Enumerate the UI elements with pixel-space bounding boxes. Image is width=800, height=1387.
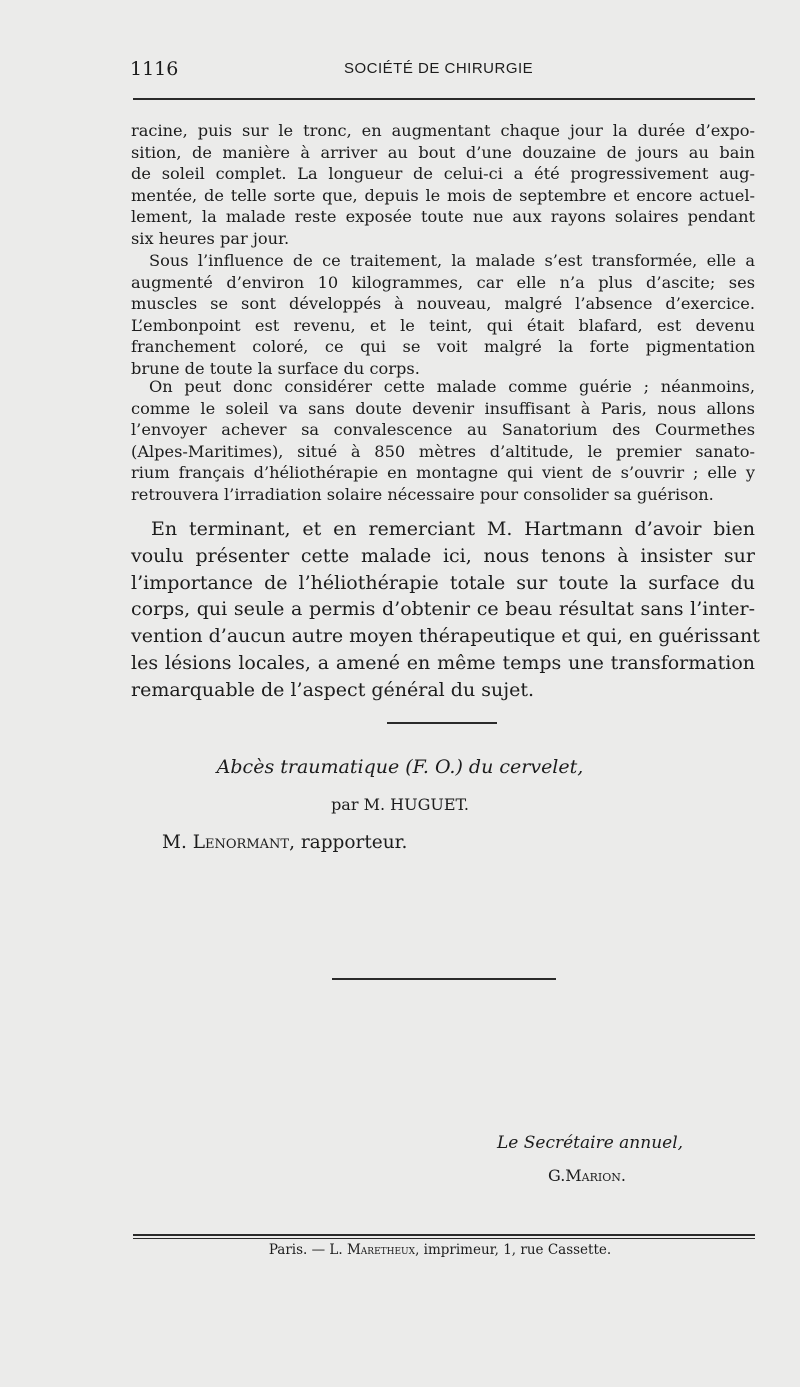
text-line: franchement coloré, ce qui se voit malgré la forte pigmentation — [131, 337, 755, 357]
rapporteur-suffix: , rapporteur. — [289, 832, 408, 853]
rapporteur-name: Lenormant — [192, 832, 290, 853]
imprint-suffix: , imprimeur, 1, rue Cassette. — [415, 1242, 612, 1258]
text-line: retrouvera l’irradiation solaire nécessaire pour consolider sa guérison. — [131, 484, 714, 504]
text-line: lement, la malade reste exposée toute nue aux rayons solaires pendant — [131, 207, 755, 227]
text-line: l’importance de l’héliothérapie totale sur toute la surface du — [131, 571, 755, 594]
closing-divider — [332, 978, 556, 980]
text-line: sition, de manière à arriver au bout d’une douzaine de jours au bain — [131, 142, 755, 162]
text-line: En terminant, et en remerciant M. Hartmann d’avoir bien — [151, 518, 755, 540]
section-title: Abcès traumatique (F. O.) du cervelet, — [216, 756, 584, 778]
text-line: L’embonpoint est revenu, et le teint, qui était blafard, est devenu — [131, 315, 755, 335]
paragraph-3 — [131, 376, 755, 506]
text-line: racine, puis sur le tronc, en augmentant chaque jour la durée d’expo- — [131, 121, 755, 140]
section-author: par M. HUGUET. — [331, 795, 469, 814]
footer-rule — [133, 1234, 755, 1236]
signature-name — [548, 1166, 626, 1185]
text-line: mentée, de telle sorte que, depuis le mois de septembre et encore actuel- — [131, 185, 755, 205]
text-line: On peut donc considérer cette malade comme guérie ; néanmoins, — [149, 377, 755, 396]
header-rule — [133, 98, 755, 100]
text-line: Sous l’influence de ce traitement, la malade s’est transformée, elle a — [149, 251, 755, 270]
text-line: brune de toute la surface du corps. — [131, 358, 420, 378]
text-line: (Alpes-Maritimes), situé à 850 mètres d’altitude, le premier sanato- — [131, 441, 755, 461]
signature-role: Le Secrétaire annuel, — [497, 1133, 684, 1153]
running-header — [130, 58, 755, 84]
text-line: six heures par jour. — [131, 228, 290, 248]
text-line: augmenté d’environ 10 kilogrammes, car elle n’a plus d’ascite; ses — [131, 272, 755, 292]
text-line: de soleil complet. La longueur de celui-ci a été progressivement aug- — [131, 164, 755, 184]
text-line: comme le soleil va sans doute devenir insuffisant à Paris, nous allons — [131, 398, 755, 418]
conclusion-paragraph — [131, 516, 760, 704]
footer-rule-thin — [133, 1238, 755, 1239]
rapporteur-prefix: M. — [162, 832, 187, 853]
imprint-prefix: Paris. — L. — [268, 1242, 343, 1258]
text-line: corps, qui seule a permis d’obtenir ce beau résultat sans l’inter- — [131, 598, 755, 621]
section-divider — [387, 722, 497, 724]
signature-surname: Marion. — [565, 1166, 626, 1185]
text-line: vention d’aucun autre moyen thérapeutique et qui, en guérissant — [131, 625, 760, 648]
printer-imprint — [0, 1242, 800, 1258]
signature-initial: G. — [548, 1166, 566, 1185]
printer-name: Maretheux — [346, 1242, 416, 1258]
page-number: 1116 — [130, 58, 179, 80]
section-rapporteur — [162, 832, 407, 853]
text-line: remarquable de l’aspect général du sujet. — [131, 678, 535, 701]
text-line: les lésions locales, a amené en même temps une transformation — [131, 651, 755, 674]
text-line: l’envoyer achever sa convalescence au Sanatorium des Courmethes — [131, 420, 755, 440]
text-line: rium français d’héliothérapie en montagne qui vient de s’ouvrir ; elle y — [131, 463, 755, 483]
paragraph-2 — [131, 250, 755, 380]
journal-title: SOCIÉTÉ DE CHIRURGIE — [344, 60, 534, 77]
text-line: muscles se sont développés à nouveau, malgré l’absence d’exercice. — [131, 294, 755, 314]
text-line: voulu présenter cette malade ici, nous tenons à insister sur — [131, 544, 755, 567]
paragraph-1 — [131, 120, 755, 250]
